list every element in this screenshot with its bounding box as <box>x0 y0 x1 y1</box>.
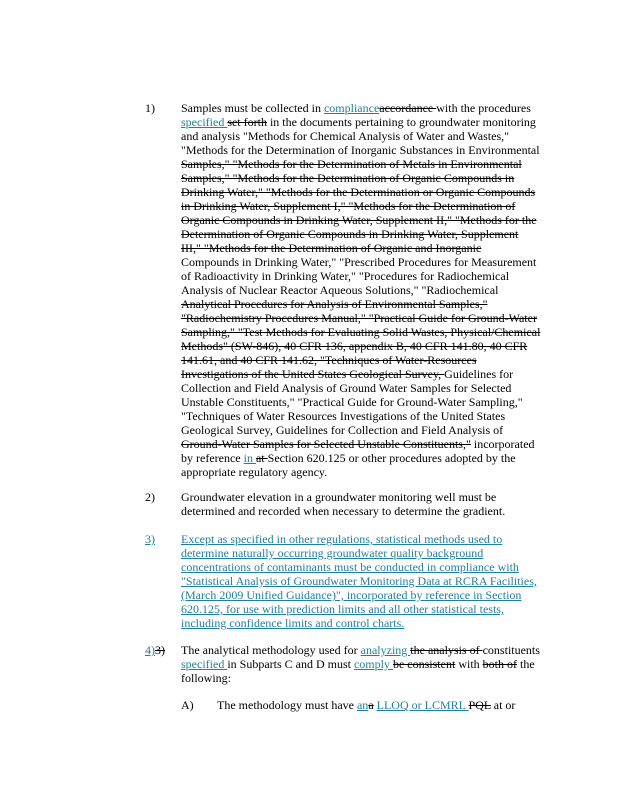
deleted-text: be consistent <box>392 657 456 671</box>
text-run: Guidelines for Collection and Field Analysis of Ground Water Samples for Selected Unstable Constituents," "Practical Guide for Ground-Water Sampling," "Techniques of Water Resources Investigations of the United States Geological Survey, Guidelines for Collection and Field Analysis of <box>181 367 523 437</box>
text-run: Section 620.125 or other procedures adopted by the appropriate regulatory agency. <box>181 451 516 479</box>
item-1-text <box>181 101 541 479</box>
item-4-number <box>145 643 179 657</box>
item-4a <box>181 698 541 712</box>
deleted-text: Ground-Water Samples for Selected Unstable Constituents," <box>181 437 471 451</box>
item-3 <box>145 532 545 630</box>
inserted-text: LLOQ or LCMRL <box>376 698 469 712</box>
text-run: Compounds in Drinking Water," "Prescribed Procedures for Measurement of Radioactivity in Drinking Water," "Procedures for Radiochemical Analysis of Nuclear Reactor Aqueous Solutions," "Radiochemical <box>181 255 537 297</box>
item-4-text <box>181 643 541 685</box>
inserted-text: in <box>243 451 256 465</box>
text-run: Samples must be collected in <box>181 101 324 115</box>
deleted-text: both of <box>482 657 517 671</box>
inserted-text: 4) <box>145 643 155 657</box>
deleted-text: accordance <box>379 101 437 115</box>
item-4 <box>145 643 545 685</box>
deleted-text: set forth <box>227 115 267 129</box>
deleted-text: Analytical Procedures for Analysis of Environmental Samples," "Radiochemistry Procedures Manual," "Practical Guide for Ground-Water Sampling," "Test Methods for Evaluating Solid Wastes, Physical/Chemical Methods" (SW-846), 40 CFR 136, appendix B, 40 CFR 141.80, 40 CFR 141.61, and 40 CFR 141.62, "Techniques of Water-Resources Investigations of the United States Geological Survey, <box>181 297 541 381</box>
deleted-text: PQL <box>468 698 491 712</box>
text-run: in the documents pertaining to groundwater monitoring and analysis "Methods for Chemical Analysis of Water and Wastes," "Methods for the Determination of Inorganic Substances in Environmental <box>181 115 540 157</box>
item-1 <box>145 101 545 479</box>
item-3-text: Except as specified in other regulations, statistical methods used to determine naturally occurring groundwater quality background concentrations of contaminants must be conducted in compliance with "Statistical Analysis of Groundwater Monitoring Data at RCRA Facilities, (March 2009 Unified Guidance)", incorporated by reference in Section 620.125, for use with prediction limits and all other statistical tests, including confidence limits and control charts. <box>181 532 537 630</box>
deleted-text: at <box>255 451 268 465</box>
item-2-number: 2) <box>145 490 155 504</box>
text-run: at or <box>490 698 516 712</box>
text-run: with the procedures <box>436 101 531 115</box>
item-2-text: Groundwater elevation in a groundwater monitoring well must be determined and recorded when necessary to determine the gradient. <box>181 490 506 518</box>
inserted-text: specified <box>181 657 228 671</box>
item-2 <box>145 490 545 518</box>
inserted-text: compliance <box>323 101 380 115</box>
inserted-text: an <box>356 698 369 712</box>
text-run: incorporated by reference <box>181 437 535 465</box>
item-1-number: 1) <box>145 101 155 115</box>
deleted-text: a <box>368 698 374 712</box>
deleted-text: 3) <box>155 643 165 657</box>
inserted-text: analyzing <box>360 643 411 657</box>
inserted-text: comply <box>353 657 393 671</box>
inserted-text: specified <box>181 115 228 129</box>
deleted-text: Samples," "Methods for the Determination of Metals in Environmental Samples," "Methods for the Determination of Organic Compounds in Drinking Water," "Methods for the Determination or Organic Compounds in Drinking Water, Supplement I," "Methods for the Determination of Organic Compounds in Drinking Water, Supplement II," "Methods for the Determination of Organic Compounds in Drinking Water, Supplement III," "Methods for the Determination of Organic and Inorganic <box>181 157 537 255</box>
text-run: the following: <box>181 657 535 685</box>
text-run: constituents <box>482 643 540 657</box>
item-4a-number: A) <box>181 698 194 712</box>
item-3-number: 3) <box>145 532 155 546</box>
text-run: The methodology must have <box>217 698 357 712</box>
text-run: The analytical methodology used for <box>181 643 361 657</box>
text-run: with <box>455 657 483 671</box>
deleted-text: the analysis of <box>410 643 483 657</box>
item-4a-text <box>217 698 537 712</box>
text-run: in Subparts C and D must <box>227 657 354 671</box>
